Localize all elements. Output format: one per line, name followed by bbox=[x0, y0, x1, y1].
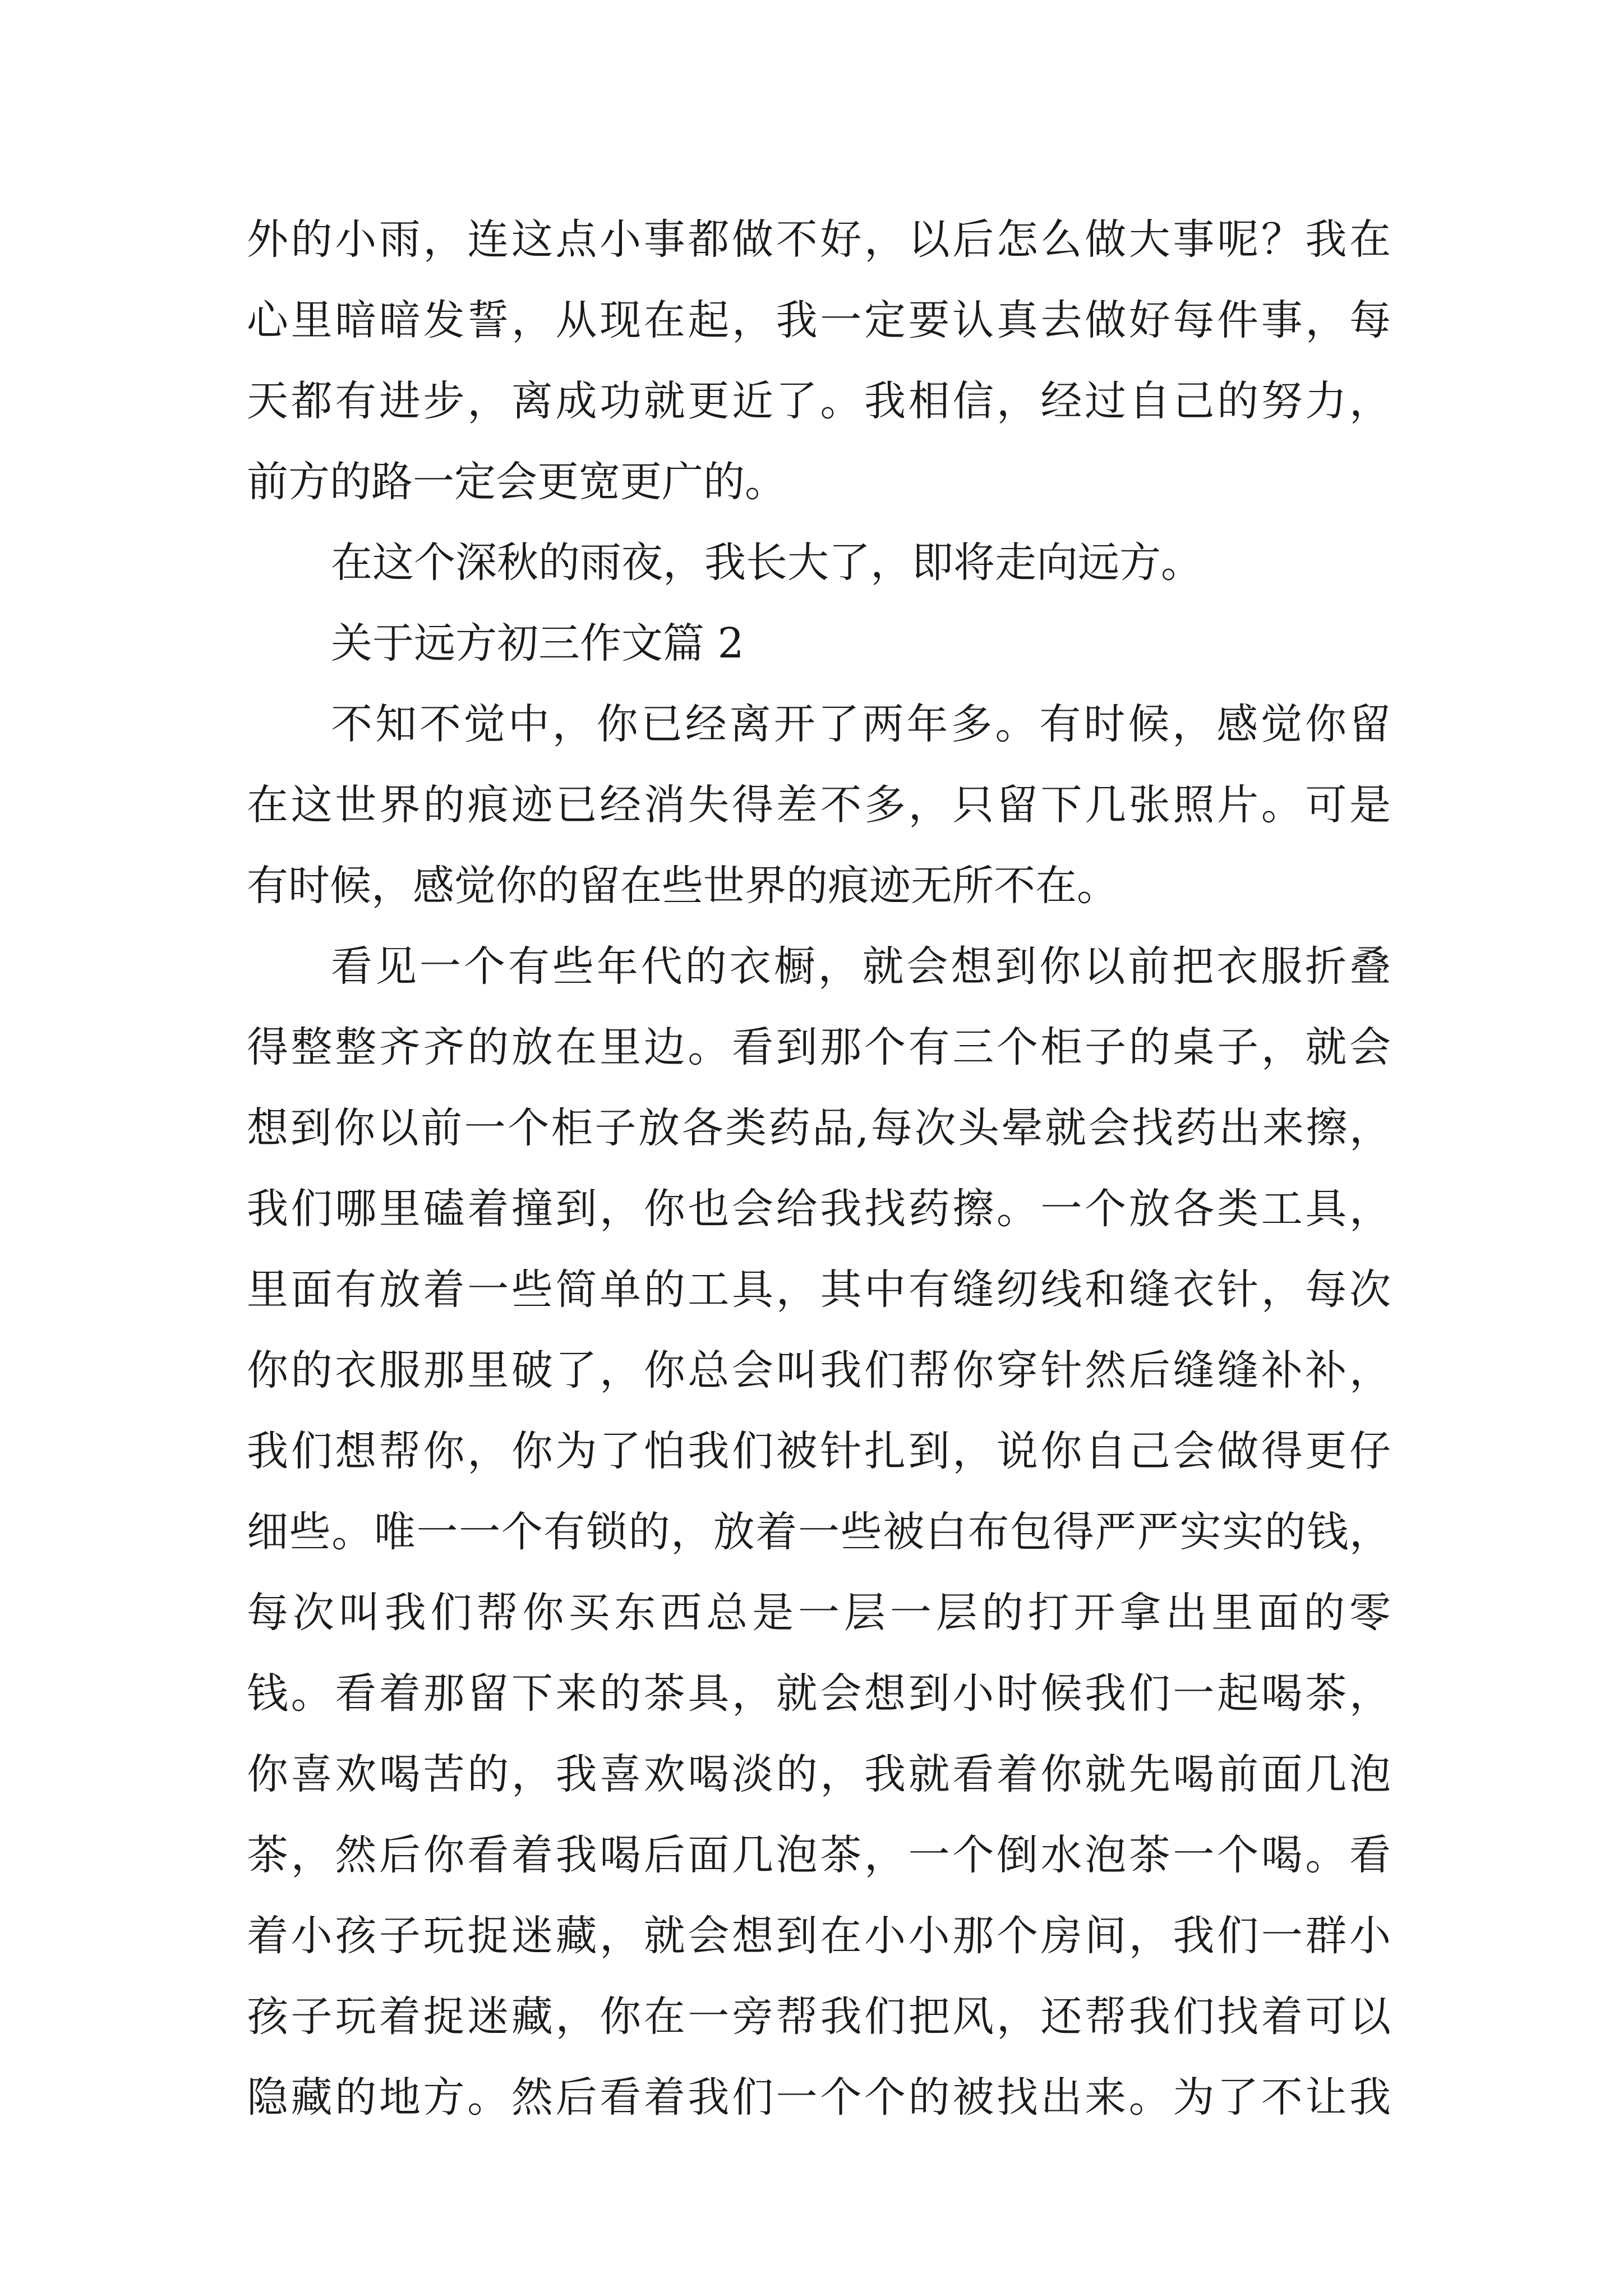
text-line: 细些。唯一一个有锁的，放着一些被白布包得严严实实的钱， bbox=[247, 1508, 1391, 1556]
paragraph-first-line: 关于远方初三作文篇 2 bbox=[331, 619, 744, 668]
text-line: 得整整齐齐的放在里边。看到那个有三个柜子的桌子，就会 bbox=[247, 1023, 1391, 1071]
text-line: 里面有放着一些简单的工具，其中有缝纫线和缝衣针，每次 bbox=[247, 1266, 1391, 1314]
text-line: 在这世界的痕迹已经消失得差不多，只留下几张照片。可是 bbox=[247, 781, 1391, 829]
text-line: 想到你以前一个柜子放各类药品,每次头晕就会找药出来擦， bbox=[247, 1104, 1391, 1152]
text-line: 每次叫我们帮你买东西总是一层一层的打开拿出里面的零 bbox=[247, 1589, 1391, 1637]
text-line: 外的小雨，连这点小事都做不好，以后怎么做大事呢？我在 bbox=[247, 215, 1391, 264]
paragraph-first-line: 看见一个有些年代的衣橱，就会想到你以前把衣服折叠 bbox=[331, 942, 1391, 991]
text-line: 我们哪里磕着撞到，你也会给我找药擦。一个放各类工具， bbox=[247, 1185, 1391, 1233]
text-line: 隐藏的地方。然后看着我们一个个的被找出来。为了不让我 bbox=[247, 2073, 1391, 2122]
text-line: 我们想帮你，你为了怕我们被针扎到，说你自己会做得更仔 bbox=[247, 1427, 1391, 1475]
text-line: 茶，然后你看着我喝后面几泡茶，一个倒水泡茶一个喝。看 bbox=[247, 1831, 1391, 1879]
text-line: 着小孩子玩捉迷藏，就会想到在小小那个房间，我们一群小 bbox=[247, 1912, 1391, 1960]
text-line: 你的衣服那里破了，你总会叫我们帮你穿针然后缝缝补补， bbox=[247, 1346, 1391, 1395]
paragraph-first-line: 在这个深秋的雨夜，我长大了，即将走向远方。 bbox=[331, 539, 1202, 587]
document-body bbox=[247, 199, 1391, 2138]
text-line: 前方的路一定会更宽更广的。 bbox=[247, 458, 786, 506]
text-line: 有时候，感觉你的留在些世界的痕迹无所不在。 bbox=[247, 862, 1118, 910]
text-line: 你喜欢喝苦的，我喜欢喝淡的，我就看着你就先喝前面几泡 bbox=[247, 1750, 1391, 1798]
text-line: 心里暗暗发誓，从现在起，我一定要认真去做好每件事，每 bbox=[247, 296, 1391, 344]
text-line: 孩子玩着捉迷藏，你在一旁帮我们把风，还帮我们找着可以 bbox=[247, 1993, 1391, 2041]
text-line: 钱。看着那留下来的茶具，就会想到小时候我们一起喝茶， bbox=[247, 1669, 1391, 1718]
text-line: 天都有进步，离成功就更近了。我相信，经过自己的努力， bbox=[247, 377, 1391, 425]
paragraph-first-line: 不知不觉中，你已经离开了两年多。有时候，感觉你留 bbox=[331, 700, 1391, 748]
